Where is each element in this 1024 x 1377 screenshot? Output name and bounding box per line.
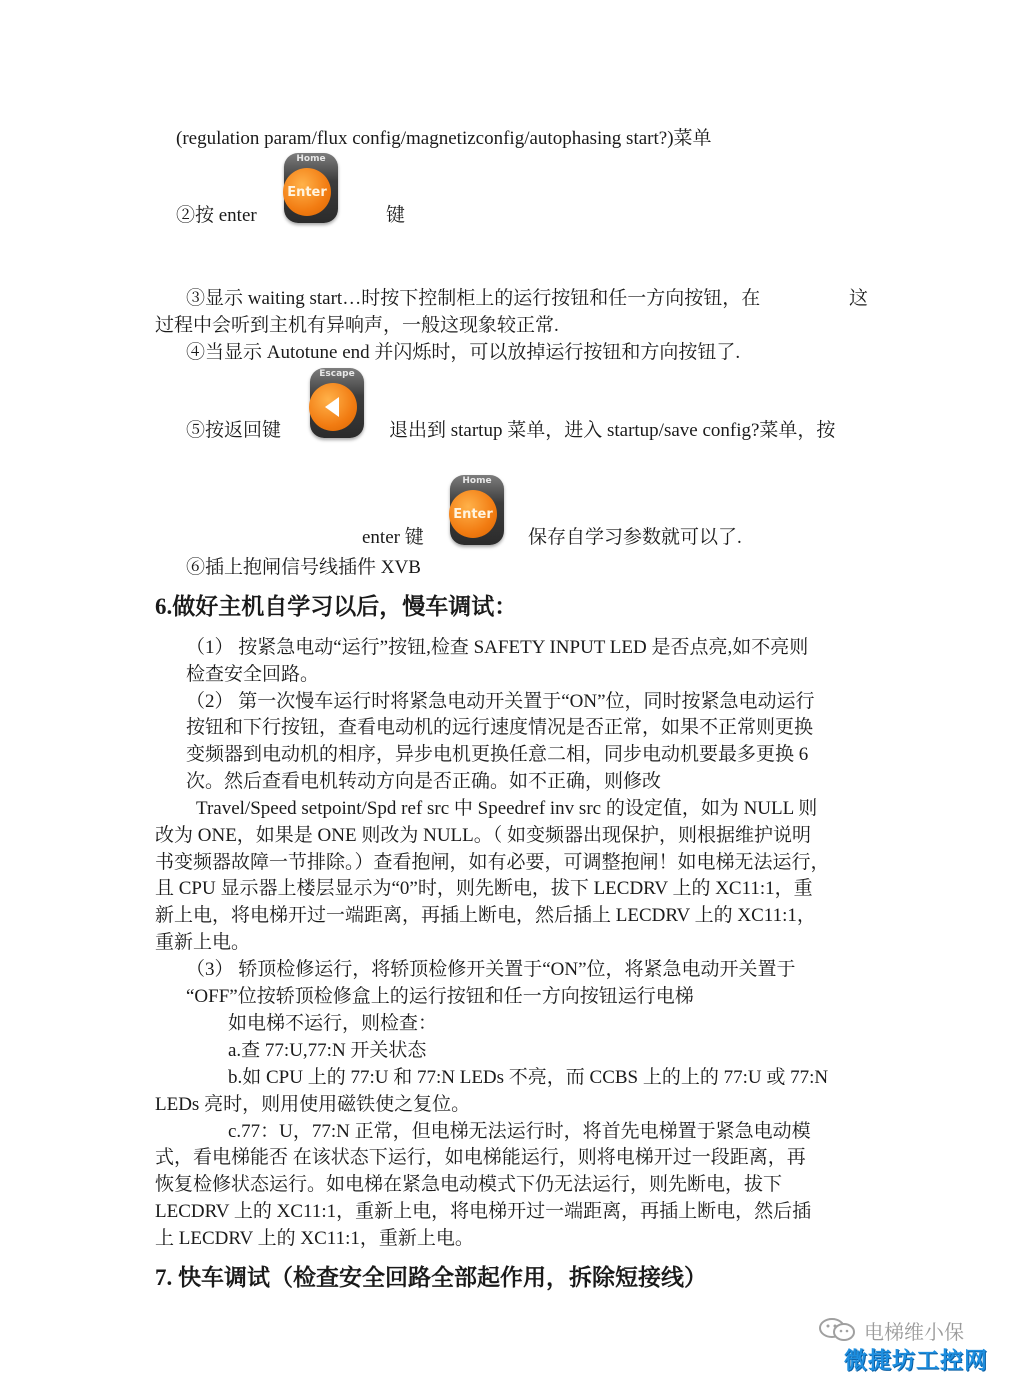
para-3-line-3: 如电梯不运行，则检查：: [228, 1013, 438, 1034]
para-2-line-7: 书变频器故障一节排除。）查看抱闸，如有必要，可调整抱闸！如电梯无法运行，: [155, 852, 830, 873]
para-3-line-8: 式，看电梯能否 在该状态下运行，如电梯能运行，则将电梯开过一段距离，再: [155, 1147, 806, 1168]
enter-key-icon-2: [446, 475, 508, 547]
para-3-line-11: 上 LECDRV 上的 XC11:1，重新上电。: [155, 1228, 474, 1249]
section-7-heading: 7. 快车调试（检查安全回路全部起作用，拆除短接线）: [155, 1265, 707, 1290]
para-2-line-10: 重新上电。: [155, 932, 251, 953]
para-2-line-8: 且 CPU 显示器上楼层显示为“0”时，则先断电，拔下 LECDRV 上的 XC11:1，重: [155, 878, 813, 899]
para-2-line-6: 改为 ONE，如果是 ONE 则改为 NULL。（ 如变频器出现保护，则根据维护说明: [155, 825, 812, 846]
para-3-line-6: LEDs 亮时，则用使用磁铁使之复位。: [155, 1094, 471, 1115]
step-5-cont: 退出到 startup 菜单，进入 startup/save config?菜单，按: [389, 420, 836, 441]
para-3-line-2: “OFF”位按轿顶检修盒上的运行按钮和任一方向按钮运行电梯: [186, 986, 694, 1007]
para-3-line-5: b.如 CPU 上的 77:U 和 77:N LEDs 不亮，而 CCBS 上的上的 77:U 或 77:N: [228, 1067, 829, 1088]
para-3-line-7: c.77：U，77:N 正常，但电梯无法运行时，将首先电梯置于紧急电动模: [228, 1121, 811, 1142]
watermark-site: 微捷坊工控网: [844, 1348, 988, 1374]
escape-key-top-label: Escape: [319, 369, 355, 379]
step-3-tail: 这: [849, 288, 869, 309]
back-arrow-icon: [325, 397, 339, 417]
escape-key-icon: [306, 368, 368, 440]
step-3-cont: 过程中会听到主机有异响声，一般这现象较正常.: [155, 315, 559, 336]
para-3-line-1: （3） 轿顶检修运行，将轿顶检修开关置于“ON”位，将紧急电动开关置于: [186, 959, 796, 980]
wechat-icon: [818, 1317, 858, 1343]
menu-path-line: (regulation param/flux config/magnetizconfig/autophasing start?)菜单: [176, 128, 712, 149]
step-5-text: ⑤按返回键: [186, 420, 282, 441]
watermark-account: 电梯维小保: [864, 1320, 964, 1344]
step-5-enter-text: enter 键: [362, 527, 424, 548]
enter-key-top-label-2: Home: [462, 476, 492, 486]
para-2-line-3: 变频器到电动机的相序，异步电机更换任意二相，同步电动机要最多更换 6: [186, 744, 809, 765]
enter-key-icon: [280, 153, 342, 225]
para-2-line-2: 按钮和下行按钮，查看电动机的远行速度情况是否正常，如果不正常则更换: [186, 717, 814, 738]
step-6-text: ⑥插上抱闸信号线插件 XVB: [186, 557, 421, 578]
step-5-save-text: 保存自学习参数就可以了.: [528, 527, 742, 548]
para-2-line-5: Travel/Speed setpoint/Spd ref src 中 Speedref inv src 的设定值，如为 NULL 则: [196, 798, 818, 819]
step-3-text: ③显示 waiting start…时按下控制柜上的运行按钮和任一方向按钮，在: [186, 288, 761, 309]
para-1-line-2: 检查安全回路。: [186, 664, 320, 685]
para-3-line-10: LECDRV 上的 XC11:1，重新上电，将电梯开过一端距离，再插上断电，然后插: [155, 1201, 812, 1222]
step-2-text: ②按 enter: [176, 205, 257, 226]
para-1-line-1: （1） 按紧急电动“运行”按钮,检查 SAFETY INPUT LED 是否点亮,如不亮则: [186, 637, 809, 658]
para-3-line-4: a.查 77:U,77:N 开关状态: [228, 1040, 427, 1061]
para-2-line-4: 次。然后查看电机转动方向是否正确。如不正确，则修改: [186, 771, 662, 792]
enter-key-label: Enter: [287, 184, 327, 200]
section-6-heading: 6.做好主机自学习以后，慢车调试：: [155, 594, 518, 619]
para-2-line-1: （2） 第一次慢车运行时将紧急电动开关置于“ON”位，同时按紧急电动运行: [186, 691, 815, 712]
enter-key-label-2: Enter: [453, 506, 493, 522]
para-3-line-9: 恢复检修状态运行。如电梯在紧急电动模式下仍无法运行，则先断电，拔下: [155, 1174, 783, 1195]
step-2-suffix: 键: [386, 205, 406, 226]
enter-key-top-label: Home: [296, 154, 326, 164]
step-4-text: ④当显示 Autotune end 并闪烁时，可以放掉运行按钮和方向按钮了.: [186, 342, 741, 363]
para-2-line-9: 新上电，将电梯开过一端距离，再插上断电，然后插上 LECDRV 上的 XC11:1，: [155, 905, 816, 926]
